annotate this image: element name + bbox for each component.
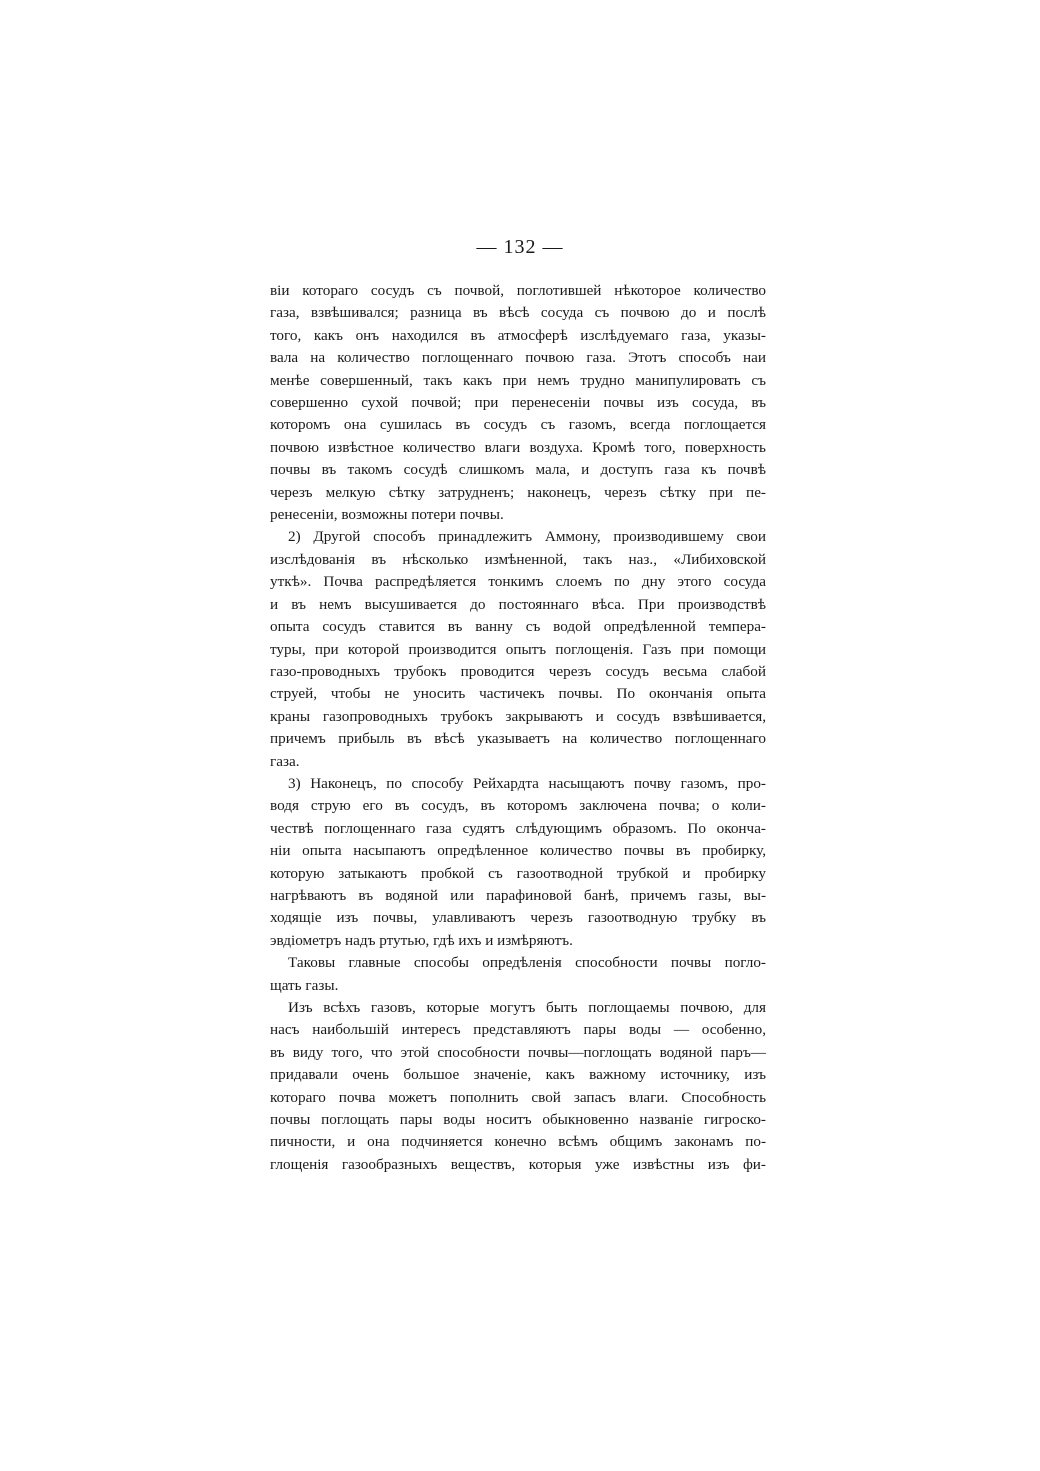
text-line: глощенія газообразныхъ веществъ, которыя уже извѣстны изъ фи- xyxy=(270,1155,766,1173)
text-line: газа. xyxy=(270,752,300,770)
text-line: чествѣ поглощеннаго газа судятъ слѣдующимъ образомъ. По оконча- xyxy=(270,819,766,837)
text-line: газо-проводныхъ трубокъ проводится черезъ сосудъ весьма слабой xyxy=(270,662,766,680)
text-line: придавали очень большое значеніе, какъ важному источнику, изъ xyxy=(270,1066,766,1084)
text-line: почвою извѣстное количество влаги воздуха. Кромѣ того, поверхность xyxy=(270,438,766,456)
text-line: Изъ всѣхъ газовъ, которые могутъ быть поглощаемы почвою, для xyxy=(288,999,766,1016)
text-line: того, какъ онъ находился въ атмосферѣ изслѣдуемаго газа, указы- xyxy=(270,326,766,344)
text-line: вала на количество поглощеннаго почвою газа. Этотъ способъ наи xyxy=(270,349,766,367)
text-line: Таковы главные способы опредѣленія способности почвы погло- xyxy=(288,954,766,972)
text-line: ренесеніи, возможны потери почвы. xyxy=(270,506,504,524)
text-line: краны газопроводныхъ трубокъ закрываютъ и сосудъ взвѣшивается, xyxy=(270,707,766,725)
paragraph-3 xyxy=(270,773,766,952)
paragraph-2 xyxy=(270,526,766,772)
text-line: въ виду того, что этой способности почвы—поглощать водяной паръ— xyxy=(270,1043,766,1061)
text-line: причемъ прибыль въ вѣсѣ указываетъ на количество поглощеннаго xyxy=(270,730,766,748)
text-line: которомъ она сушилась въ сосудъ съ газомъ, всегда поглощается xyxy=(270,416,766,434)
paragraph-1 xyxy=(270,280,766,526)
text-line: которую затыкаютъ пробкой съ газоотводной трубкой и пробирку xyxy=(270,864,766,882)
text-line: туры, при которой производится опытъ поглощенія. Газъ при помощи xyxy=(270,640,766,658)
text-line: 2) Другой способъ принадлежитъ Аммону, производившему свои xyxy=(288,528,766,546)
page-number: — 132 — xyxy=(476,236,564,258)
text-line: нагрѣваютъ въ водяной или парафиновой банѣ, причемъ газы, вы- xyxy=(270,886,766,904)
text-line: пичности, и она подчиняется конечно всѣмъ общимъ законамъ по- xyxy=(270,1133,766,1151)
text-line: ніи опыта насыпаютъ опредѣленное количество почвы въ пробирку, xyxy=(270,842,766,860)
text-line: черезъ мелкую сѣтку затрудненъ; наконецъ, черезъ сѣтку при пе- xyxy=(270,483,766,501)
text-line: струей, чтобы не уносить частичекъ почвы. По окончанія опыта xyxy=(270,685,766,703)
text-line: насъ наибольшій интересъ представляютъ пары воды — особенно, xyxy=(270,1021,766,1039)
text-line: водя струю его въ сосудъ, въ которомъ заключена почва; о коли- xyxy=(270,797,766,815)
text-line: опыта сосудъ ставится въ ванну съ водой опредѣленной темпера- xyxy=(270,618,766,636)
text-line: уткѣ». Почва распредѣляется тонкимъ слоемъ по дну этого сосуда xyxy=(270,573,766,591)
text-line: котораго почва можетъ пополнить свой запасъ влаги. Способность xyxy=(270,1088,766,1106)
body-text xyxy=(270,280,766,1176)
text-line: эвдіометръ надъ ртутью, гдѣ ихъ и измѣряютъ. xyxy=(270,931,573,949)
paragraph-4 xyxy=(270,952,766,997)
text-line: менѣе совершенный, такъ какъ при немъ трудно манипулировать съ xyxy=(270,371,766,389)
paragraph-5 xyxy=(270,997,766,1176)
text-line: ходящіе изъ почвы, улавливаютъ черезъ газоотводную трубку въ xyxy=(270,909,766,927)
text-line: изслѣдованія въ нѣсколько измѣненной, такъ наз., «Либиховской xyxy=(270,550,766,568)
text-line: почвы въ такомъ сосудѣ слишкомъ мала, и доступъ газа къ почвѣ xyxy=(270,461,766,479)
text-line: газа, взвѣшивался; разница въ вѣсѣ сосуда съ почвою до и послѣ xyxy=(270,304,766,322)
text-line: совершенно сухой почвой; при перенесеніи почвы изъ сосуда, въ xyxy=(270,394,766,412)
text-line: и въ немъ высушивается до постояннаго вѣса. При производствѣ xyxy=(270,595,766,613)
text-line: почвы поглощать пары воды носитъ обыкновенно названіе гигроско- xyxy=(270,1111,766,1129)
text-line: щать газы. xyxy=(270,976,339,994)
text-line: віи котораго сосудъ съ почвой, поглотившей нѣкоторое количество xyxy=(270,282,766,299)
text-line: 3) Наконецъ, по способу Рейхардта насыщаютъ почву газомъ, про- xyxy=(288,774,766,792)
